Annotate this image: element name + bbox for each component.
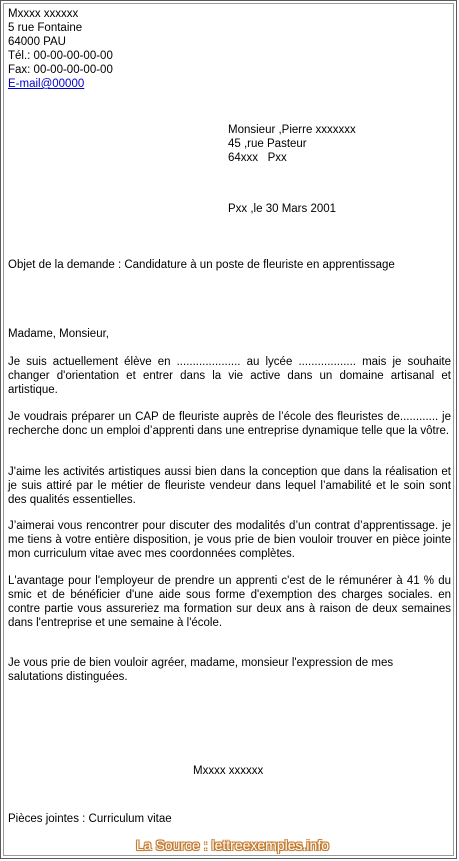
attachments-line: Pièces jointes : Curriculum vitae — [8, 813, 172, 825]
paragraph-6: Je vous prie de bien vouloir agréer, madame, monsieur l'expression de mes salutations distinguées. — [8, 657, 394, 683]
salutation: Madame, Monsieur, — [8, 328, 109, 340]
sender-email-link[interactable]: E-mail@00000 — [8, 78, 85, 90]
source-watermark: La Source : lettreexemples.info — [136, 837, 329, 853]
paragraph-2: Je voudrais préparer un CAP de fleuriste auprès de l’école des fleuristes de............ je recherche donc un emploi d’apprenti dans une entreprise dynamique telle que la vôtre. — [8, 411, 451, 437]
recipient-block — [228, 123, 356, 165]
sender-tel: Tél.: 00-00-00-00-00 — [8, 50, 113, 62]
recipient-street: 45 ,rue Pasteur — [228, 138, 307, 150]
sender-street: 5 rue Fontaine — [8, 22, 83, 34]
sender-fax: Fax: 00-00-00-00-00 — [8, 64, 113, 76]
subject-line: Objet de la demande : Candidature à un poste de fleuriste en apprentissage — [8, 259, 395, 271]
sender-block — [8, 7, 113, 91]
sender-name: Mxxxx xxxxxx — [8, 8, 79, 20]
recipient-name: Monsieur ,Pierre xxxxxxx — [228, 124, 356, 136]
date-line: Pxx ,le 30 Mars 2001 — [228, 203, 337, 215]
paragraph-1: Je suis actuellement élève en .................... au lycée .................. mais je souhaite changer d'orientation et entrer dans la vie active dans un domaine artisanal et artistique. — [8, 356, 451, 396]
sender-city: 64000 PAU — [8, 36, 66, 48]
paragraph-3: J'aime les activités artistiques aussi bien dans la conception que dans la réalisation et je suis attiré par le métier de fleuriste vendeur dans lequel l’amabilité et le soin sont des qualités essentielles. — [8, 466, 451, 506]
paragraph-4: J’aimerai vous rencontrer pour discuter des modalités d’un contrat d’apprentissage. je me tiens à votre entière disposition, je vous prie de bien vouloir trouver en pièce jointe mon curriculum vitae avec mes coordonnées complètes. — [8, 520, 451, 560]
recipient-city: 64xxx Pxx — [228, 152, 287, 164]
paragraph-5: L'avantage pour l'employeur de prendre un apprenti c'est de le rémunérer à 41 % du smic et de bénéficier d'une aide sous forme d'exemption des charges sociales. en contre partie vous assureriez ma formation sur deux ans à raison de deux semaines dans l'entreprise et une semaine à l'école. — [8, 575, 451, 629]
signature: Mxxxx xxxxxx — [193, 765, 264, 777]
